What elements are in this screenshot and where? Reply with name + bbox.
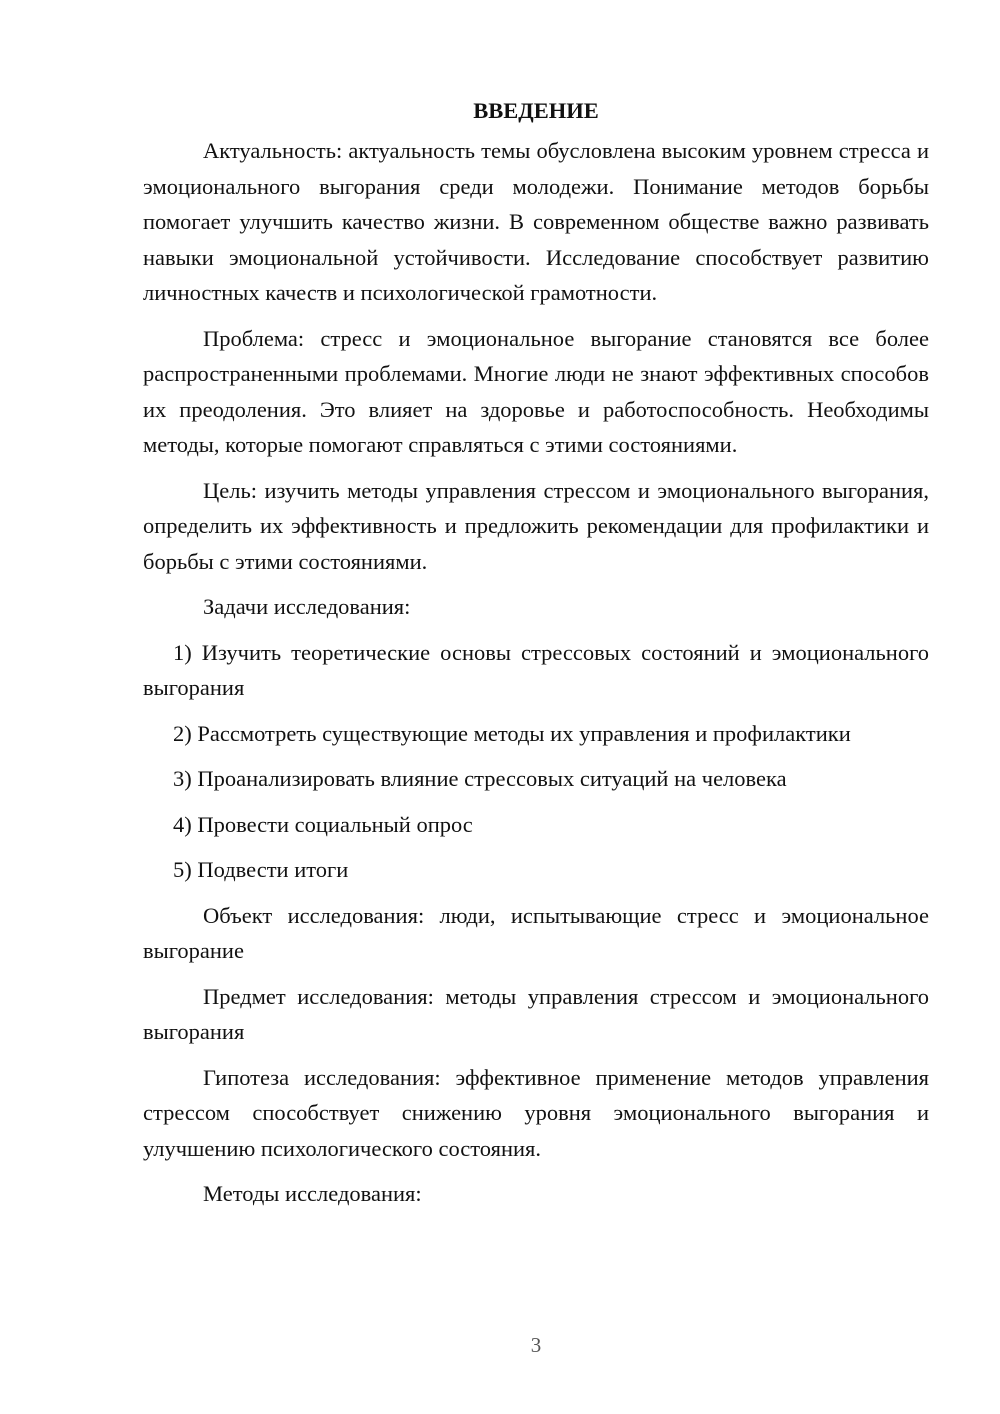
page-number: 3: [530, 1333, 542, 1357]
methods-heading: Методы исследования:: [203, 1181, 422, 1206]
page-content: [143, 93, 929, 1222]
section-title: ВВЕДЕНИЕ: [473, 98, 599, 123]
tasks-heading: Задачи исследования:: [203, 594, 411, 619]
hypothesis-paragraph: Гипотеза исследования: эффективное применение методов управления стрессом способствует снижению уровня эмоционального выгорания и улучшению психологического состояния.: [143, 1064, 929, 1161]
task-item: 3) Проанализировать влияние стрессовых ситуаций на человека: [173, 766, 787, 791]
task-item: 5) Подвести итоги: [173, 857, 349, 882]
task-item: 1) Изучить теоретические основы стрессовых состояний и эмоционального выгорания: [143, 639, 929, 700]
goal-paragraph: Цель: изучить методы управления стрессом и эмоционального выгорания, определить их эффективность и предложить рекомендации для профилактики и борьбы с этими состояниями.: [143, 477, 929, 574]
task-item: 4) Провести социальный опрос: [173, 811, 473, 837]
problem-paragraph: Проблема: стресс и эмоциональное выгорание становятся все более распространенными проблемами. Многие люди не знают эффективных способов их преодоления. Это влияет на здоровье и работоспособность. Необходимы методы, которые помогают справляться с этими состояниями.: [143, 325, 929, 457]
task-item: 2) Рассмотреть существующие методы их управления и профилактики: [173, 720, 851, 746]
object-paragraph: Объект исследования: люди, испытывающие стресс и эмоциональное выгорание: [143, 902, 929, 963]
subject-paragraph: Предмет исследования: методы управления стрессом и эмоционального выгорания: [143, 983, 929, 1044]
relevance-paragraph: Актуальность: актуальность темы обусловлена высоким уровнем стресса и эмоционального выгорания среди молодежи. Понимание методов борьбы помогает улучшить качество жизни. В современном обществе важно развивать навыки эмоциональной устойчивости. Исследование способствует развитию личностных качеств и психологической грамотности.: [143, 138, 929, 305]
